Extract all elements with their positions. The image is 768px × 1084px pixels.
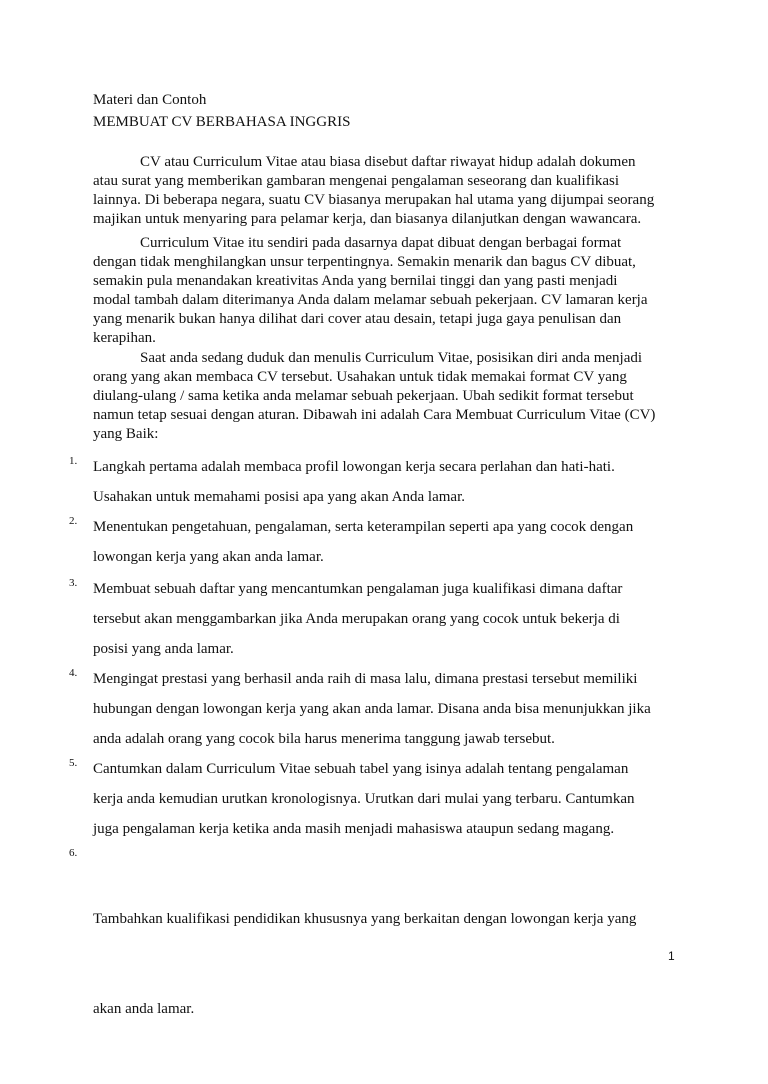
paragraph-line: diulang-ulang / sama ketika anda melamar sebuah pekerjaan. Ubah sedikit format tersebut xyxy=(93,388,634,404)
paragraph-line: yang Baik: xyxy=(93,426,159,442)
paragraph-line: Curriculum Vitae itu sendiri pada dasarnya dapat dibuat dengan berbagai format xyxy=(140,235,622,251)
list-item-text xyxy=(93,754,683,844)
list-item-text xyxy=(93,664,683,754)
list-item-line: tersebut akan menggambarkan jika Anda merupakan orang yang cocok untuk bekerja di xyxy=(93,611,620,627)
list-item-line: juga pengalaman kerja ketika anda masih menjadi mahasiswa ataupun sedang magang. xyxy=(93,821,615,837)
list-item-line: kerja anda kemudian urutkan kronologisnya. Urutkan dari mulai yang terbaru. Cantumkan xyxy=(93,791,635,807)
list-item-line: Menentukan pengetahuan, pengalaman, serta keterampilan seperti apa yang cocok dengan xyxy=(93,519,634,535)
list-item-text xyxy=(93,844,683,1084)
list-item-number: 6. xyxy=(69,847,78,859)
list-item-line: Tambahkan kualifikasi pendidikan khususnya yang berkaitan dengan lowongan kerja yang xyxy=(93,911,637,927)
list-item-line: Langkah pertama adalah membaca profil lowongan kerja secara perlahan dan hati-hati. xyxy=(93,459,615,475)
list-item-line: Membuat sebuah daftar yang mencantumkan pengalaman juga kualifikasi dimana daftar xyxy=(93,581,623,597)
list-item-line: Cantumkan dalam Curriculum Vitae sebuah tabel yang isinya adalah tentang pengalaman xyxy=(93,761,629,777)
paragraph-line: kerapihan. xyxy=(93,330,156,346)
list-item-line: lowongan kerja yang akan anda lamar. xyxy=(93,549,324,565)
paragraph-line: semakin pula menandakan kreativitas Anda yang bernilai tinggi dan yang pasti menjadi xyxy=(93,273,618,289)
document-subtitle: Materi dan Contoh xyxy=(93,92,207,108)
paragraph-line: CV atau Curriculum Vitae atau biasa disebut daftar riwayat hidup adalah dokumen xyxy=(140,154,636,170)
list-item-line: posisi yang anda lamar. xyxy=(93,641,234,657)
list-item-number: 4. xyxy=(69,667,78,679)
list-item-number: 1. xyxy=(69,455,78,467)
paragraph-line: Saat anda sedang duduk dan menulis Curriculum Vitae, posisikan diri anda menjadi xyxy=(140,350,643,366)
page-number: 1 xyxy=(668,949,675,963)
document-title: MEMBUAT CV BERBAHASA INGGRIS xyxy=(93,114,351,130)
list-item-line: hubungan dengan lowongan kerja yang akan anda lamar. Disana anda bisa menunjukkan jika xyxy=(93,701,651,717)
list-item-line: Mengingat prestasi yang berhasil anda raih di masa lalu, dimana prestasi tersebut memiliki xyxy=(93,671,638,687)
paragraph-line: lainnya. Di beberapa negara, suatu CV biasanya merupakan hal utama yang dijumpai seorang xyxy=(93,192,655,208)
paragraph-cv-format xyxy=(93,234,683,348)
list-item-text xyxy=(93,452,683,512)
list-item-line: anda adalah orang yang cocok bila harus menerima tanggung jawab tersebut. xyxy=(93,731,555,747)
paragraph-line: namun tetap sesuai dengan aturan. Dibawah ini adalah Cara Membuat Curriculum Vitae (CV) xyxy=(93,407,656,423)
paragraph-line: orang yang akan membaca CV tersebut. Usahakan untuk tidak memakai format CV yang xyxy=(93,369,627,385)
paragraph-line: modal tambah dalam diterimanya Anda dalam melamar sebuah pekerjaan. CV lamaran kerja xyxy=(93,292,648,308)
list-item-text xyxy=(93,512,683,572)
paragraph-line: dengan tidak menghilangkan unsur terpentingnya. Semakin menarik dan bagus CV dibuat, xyxy=(93,254,636,270)
list-item-number: 3. xyxy=(69,577,78,589)
paragraph-line: atau surat yang memberikan gambaran mengenai pengalaman seseorang dan kualifikasi xyxy=(93,173,620,189)
list-item-number: 2. xyxy=(69,515,78,527)
paragraph-cv-definition xyxy=(93,153,683,229)
list-item-number: 5. xyxy=(69,757,78,769)
list-item-line: akan anda lamar. xyxy=(93,1001,195,1017)
list-item-line: Usahakan untuk memahami posisi apa yang akan Anda lamar. xyxy=(93,489,465,505)
paragraph-line: yang menarik bukan hanya dilihat dari cover atau desain, tetapi juga gaya penulisan dan xyxy=(93,311,622,327)
list-item-text xyxy=(93,574,683,664)
paragraph-line: majikan untuk menyaring para pelamar kerja, dan biasanya dilanjutkan dengan wawancara. xyxy=(93,211,642,227)
paragraph-writing-tips xyxy=(93,349,683,444)
